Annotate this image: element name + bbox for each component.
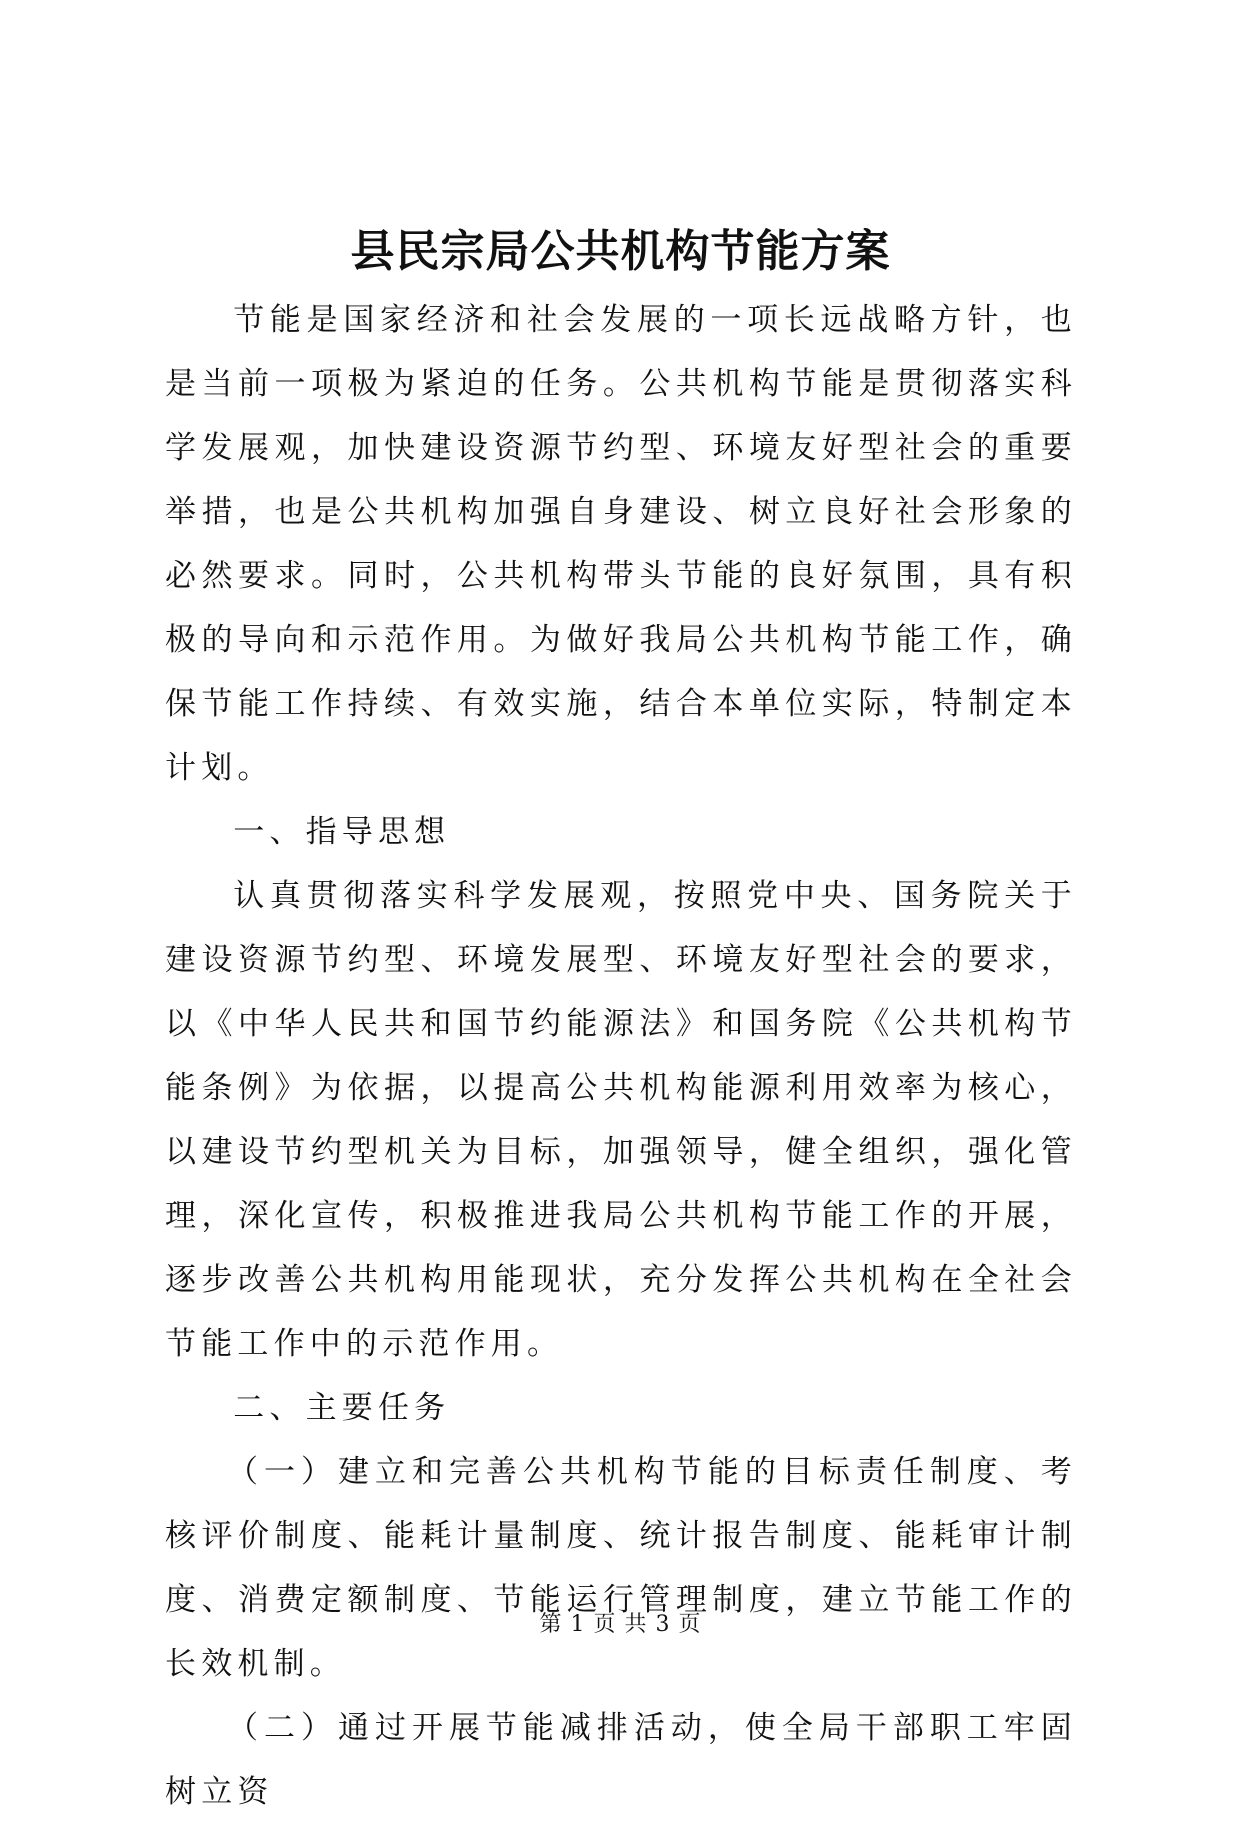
page-number-footer: 第 1 页 共 3 页 [539,1612,702,1637]
section-heading-guiding-ideology: 一、指导思想 [233,814,451,850]
guiding-ideology-paragraph: 认真贯彻落实科学发展观，按照党中央、国务院关于建设资源节约型、环境发展型、环境友好型社会的要求，以《中华人民共和国节约能源法》和国务院《公共机构节能条例》为依据，以提高公共机构能源利用效率为核心，以建设节约型机关为目标，加强领导，健全组织，强化管理，深化宣传，积极推进我局公共机构节能工作的开展，逐步改善公共机构用能现状，充分发挥公共机构在全社会节能工作中的示范作用。 [165,878,1077,1362]
task-item-2: （二）通过开展节能减排活动，使全局干部职工牢固树立资 [165,1710,1077,1810]
document-body [165,288,1077,1824]
task-item-1: （一）建立和完善公共机构节能的目标责任制度、考核评价制度、能耗计量制度、统计报告制度、能耗审计制度、消费定额制度、节能运行管理制度，建立节能工作的长效机制。 [165,1454,1077,1682]
intro-paragraph: 节能是国家经济和社会发展的一项长远战略方针，也是当前一项极为紧迫的任务。公共机构节能是贯彻落实科学发展观，加快建设资源节约型、环境友好型社会的重要举措，也是公共机构加强自身建设、树立良好社会形象的必然要求。同时，公共机构带头节能的良好氛围，具有积极的导向和示范作用。为做好我局公共机构节能工作，确保节能工作持续、有效实施，结合本单位实际，特制定本计划。 [165,302,1077,786]
document-title: 县民宗局公共机构节能方案 [350,226,891,277]
section-heading-main-tasks: 二、主要任务 [233,1390,451,1426]
